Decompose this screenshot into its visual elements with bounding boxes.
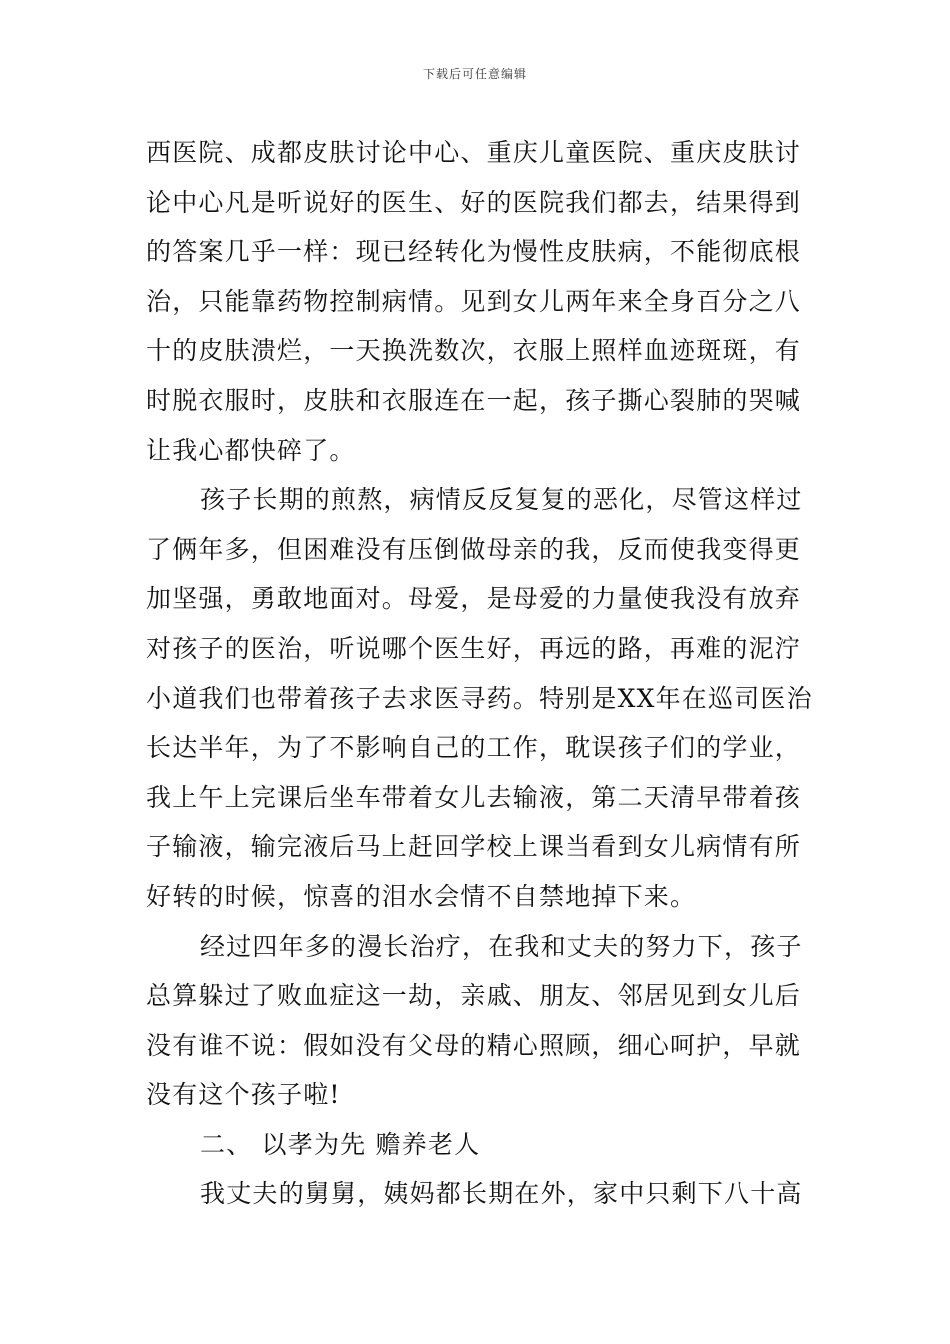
paragraph-start-line: 孩子长期的煎熬，病情反反复复的恶化，尽管这样过 [200,485,803,515]
text-line: 加坚强，勇敢地面对。母爱，是母爱的力量使我没有放弃 [146,584,802,614]
text-line: 我上午上完课后坐车带着女儿去输液，第二天清早带着孩 [146,782,802,812]
document-body [146,128,813,1219]
text-line: 治，只能靠药物控制病情。见到女儿两年来全身百分之八 [146,286,802,316]
text-line: 没有谁不说：假如没有父母的精心照顾，细心呵护，早就 [146,1030,802,1060]
text-line: 了俩年多，但困难没有压倒做母亲的我，反而使我变得更 [146,534,802,564]
text-line: 总算躲过了败血症这一劫，亲戚、朋友、邻居见到女儿后 [146,981,802,1011]
page-header: 下载后可任意编辑 [422,67,527,81]
paragraph-start-line: 我丈夫的舅舅，姨妈都长期在外，家中只剩下八十高 [200,1179,803,1209]
section-heading: 二、 以孝为先 赡养老人 [200,1129,481,1159]
text-line: 长达半年，为了不影响自己的工作，耽误孩子们的学业， [146,733,802,763]
text-line: 子输液，输完液后马上赶回学校上课当看到女儿病情有所 [146,832,802,862]
text-line: 十的皮肤溃烂，一天换洗数次，衣服上照样血迹斑斑，有 [146,336,802,366]
text-line: 好转的时候，惊喜的泪水会情不自禁地掉下来。 [146,881,697,911]
text-line: 对孩子的医治，听说哪个医生好，再远的路，再难的泥泞 [146,633,802,663]
text-line: 时脱衣服时，皮肤和衣服连在一起，孩子撕心裂肺的哭喊 [146,385,802,415]
text-line: 让我心都快碎了。 [146,435,356,465]
text-line: 小道我们也带着孩子去求医寻药。特别是XX年在巡司医治 [146,683,813,713]
text-line: 没有这个孩子啦! [146,1080,341,1110]
text-line: 的答案几乎一样：现已经转化为慢性皮肤病，不能彻底根 [146,237,802,267]
paragraph-start-line: 经过四年多的漫长治疗，在我和丈夫的努力下，孩子 [200,931,803,961]
text-line: 论中心凡是听说好的医生、好的医院我们都去，结果得到 [146,187,802,217]
text-line: 西医院、成都皮肤讨论中心、重庆儿童医院、重庆皮肤讨 [146,138,802,167]
